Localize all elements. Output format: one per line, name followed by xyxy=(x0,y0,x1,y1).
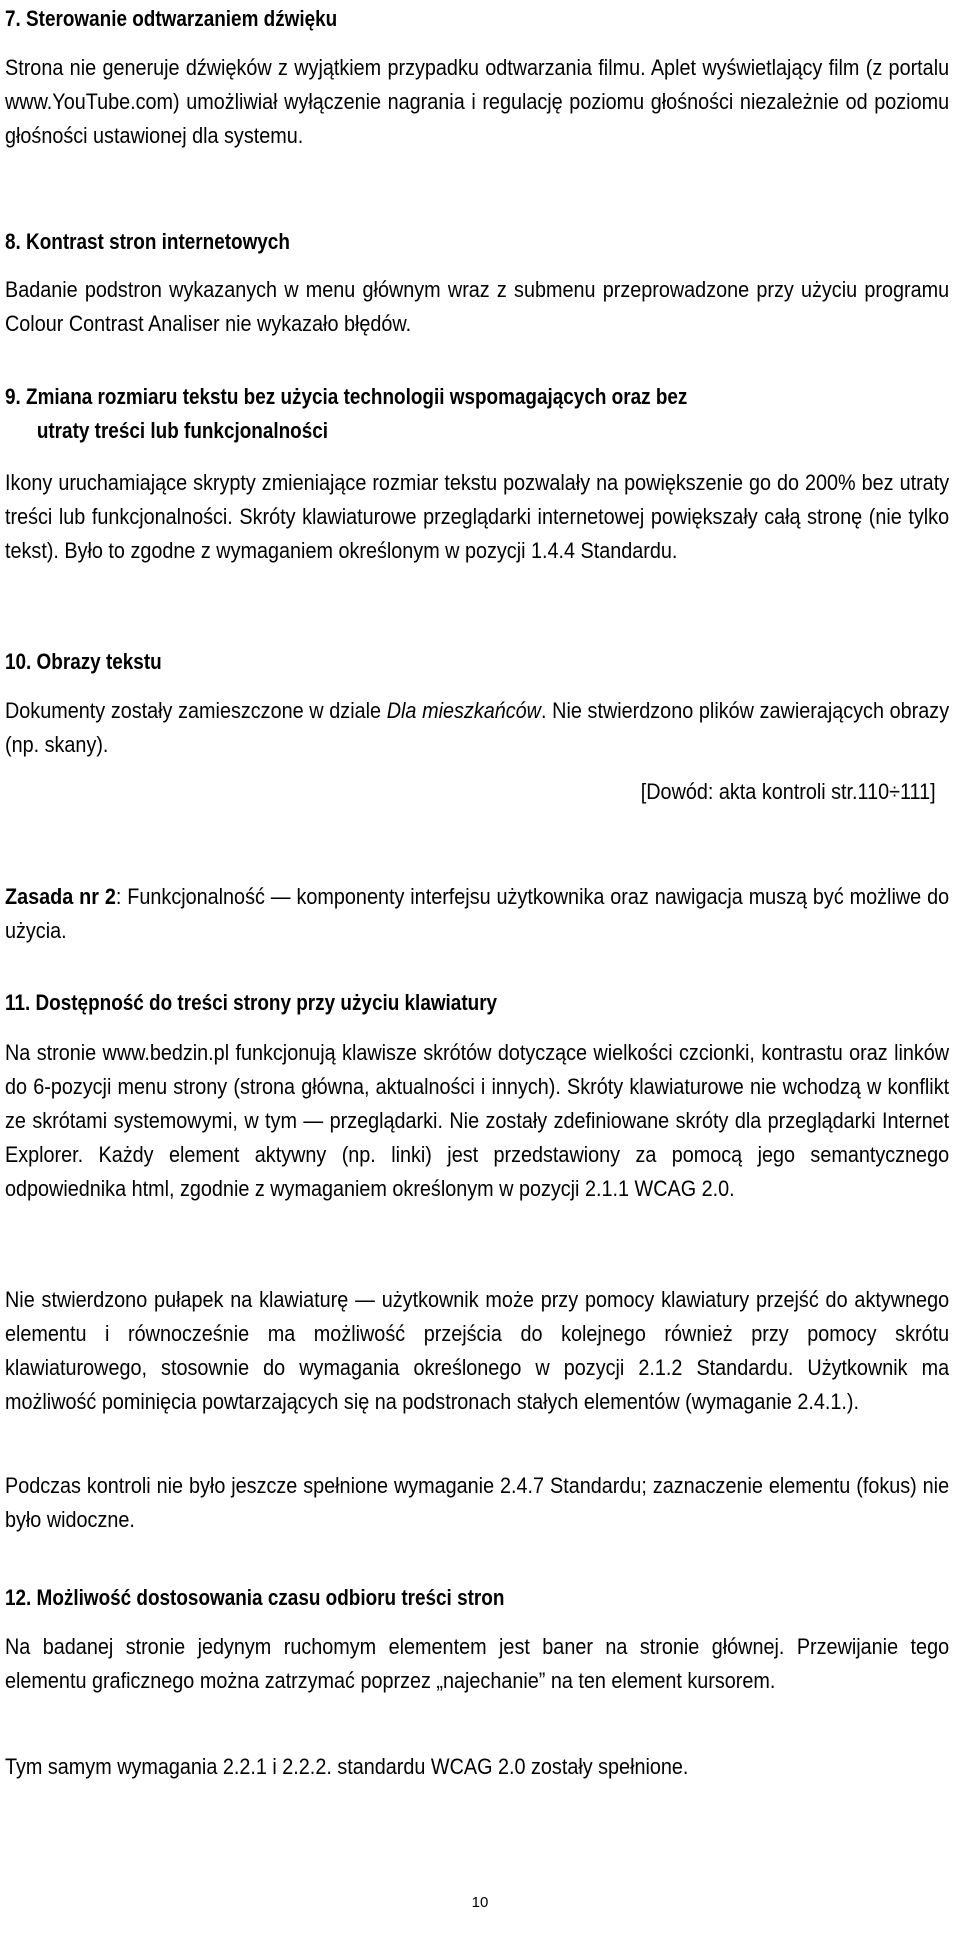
principle-text: : Funkcjonalność — komponenty interfejsu użytkownika oraz nawigacja muszą być możliwe do użycia. xyxy=(5,884,950,943)
section-heading xyxy=(5,380,951,448)
paragraph: Na stronie www.bedzin.pl funkcjonują klawisze skrótów dotyczące wielkości czcionki, kontrastu oraz linków do 6-pozycji menu strony (strona główna, aktualności i innych). Skróty klawiaturowe nie wchodzą w konflikt ze skrótami systemowymi, w tym — przeglądarki. Nie zostały zdefiniowane skróty dla przeglądarki Internet Explorer. Każdy element aktywny (np. linki) jest przedstawiony za pomocą jego semantycznego odpowiednika html, zgodnie z wymaganiem określonym w pozycji 2.1.1 WCAG 2.0. xyxy=(5,1040,950,1201)
paragraph: Tym samym wymagania 2.2.1 i 2.2.2. standardu WCAG 2.0 zostały spełnione. xyxy=(5,1754,689,1779)
section-11 xyxy=(5,986,955,1020)
principle-2 xyxy=(5,880,955,948)
section-name-italic: Dla mieszkańców xyxy=(386,698,541,723)
section-12-paragraph-1 xyxy=(5,1630,955,1698)
principle-label: Zasada nr 2 xyxy=(5,884,116,909)
section-7-paragraph xyxy=(5,51,955,153)
section-11-paragraph-3 xyxy=(5,1469,955,1537)
section-12-paragraph-2 xyxy=(5,1750,955,1784)
paragraph: Ikony uruchamiające skrypty zmieniające rozmiar tekstu pozwalały na powiększenie go do 200% bez utraty treści lub funkcjonalności. Skróty klawiaturowe przeglądarki internetowej powiększały całą stronę (nie tylko tekst). Było to zgodne z wymaganiem określonym w pozycji 1.4.4 Standardu. xyxy=(5,470,950,563)
paragraph: Podczas kontroli nie było jeszcze spełnione wymaganie 2.4.7 Standardu; zaznaczenie elementu (fokus) nie było widoczne. xyxy=(5,1473,950,1532)
section-12 xyxy=(5,1581,955,1615)
paragraph-text: Dokumenty zostały zamieszczone w dziale xyxy=(5,698,387,723)
section-heading-line-2: utraty treści lub funkcjonalności xyxy=(36,418,329,443)
section-heading: 12. Możliwość dostosowania czasu odbioru treści stron xyxy=(5,1585,505,1610)
section-heading-line-1: 9. Zmiana rozmiaru tekstu bez użycia technologii wspomagających oraz bez xyxy=(5,384,688,409)
section-10-paragraph xyxy=(5,694,955,762)
page-number: 10 xyxy=(471,1894,489,1911)
paragraph: Nie stwierdzono pułapek na klawiaturę — użytkownik może przy pomocy klawiatury przejść do aktywnego elementu i równocześnie ma możliwość przejścia do kolejnego również przy pomocy skrótu klawiaturowego, stosownie do wymagania określonego w pozycji 2.1.2 Standardu. Użytkownik ma możliwość pominięcia powtarzających się na podstronach stałych elementów (wymaganie 2.4.1.). xyxy=(5,1287,950,1414)
section-7 xyxy=(5,2,955,36)
section-9 xyxy=(5,380,955,448)
section-8-paragraph xyxy=(5,273,955,341)
paragraph xyxy=(5,880,949,948)
section-heading: 11. Dostępność do treści strony przy użyciu klawiatury xyxy=(5,990,498,1015)
section-8 xyxy=(5,225,955,259)
paragraph: Na badanej stronie jedynym ruchomym elementem jest baner na stronie głównej. Przewijanie tego elementu graficznego można zatrzymać poprzez „najechanie” na ten element kursorem. xyxy=(5,1634,950,1693)
section-9-paragraph xyxy=(5,466,955,568)
evidence-reference: [Dowód: akta kontroli str.110÷111] xyxy=(641,779,936,804)
section-10 xyxy=(5,645,955,679)
paragraph: Strona nie generuje dźwięków z wyjątkiem przypadku odtwarzania filmu. Aplet wyświetlający film (z portalu www.YouTube.com) umożliwiał wyłączenie nagrania i regulację poziomu głośności niezależnie od poziomu głośności ustawionej dla systemu. xyxy=(5,55,950,148)
paragraph: Badanie podstron wykazanych w menu głównym wraz z submenu przeprowadzone przy użyciu programu Colour Contrast Analiser nie wykazało błędów. xyxy=(5,277,950,336)
section-heading: 7. Sterowanie odtwarzaniem dźwięku xyxy=(5,6,338,31)
section-heading: 8. Kontrast stron internetowych xyxy=(5,229,290,254)
section-11-paragraph-2 xyxy=(5,1283,955,1419)
paragraph xyxy=(5,694,949,762)
section-11-paragraph-1 xyxy=(5,1036,955,1206)
section-heading: 10. Obrazy tekstu xyxy=(5,649,162,674)
paragraph-text: . Nie stwierdzono plików zawierających obrazy (np. skany). xyxy=(5,698,950,757)
